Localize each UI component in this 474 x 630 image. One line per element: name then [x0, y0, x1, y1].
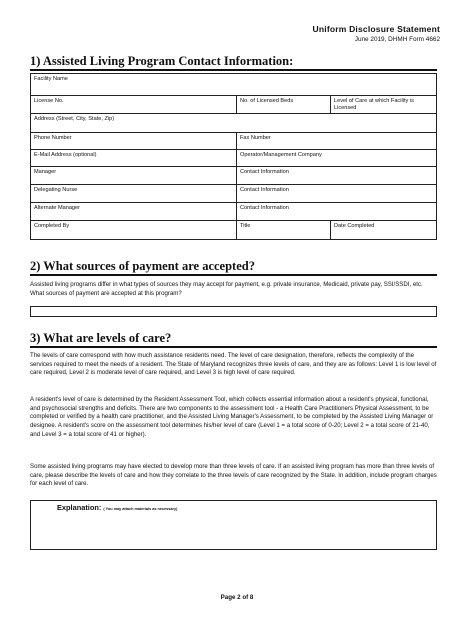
levels-of-care-paragraph-2: A resident's level of care is determined by the Resident Assessment Tool, which collects essential information about a resident's physical, functional, and psychosocial strengths and deficits. There are two components to the assessment tool - a Health Care Practitioners Physical Assessment, to be completed or verified by a health care practitioner, and the Assisted Living Manager's Assessment, to be completed by the Assisted Living Manager or designee. A resident's score on the assessment tool determines his/her level of care (Level 1 = a total score of 0-20; Level 2 = a total score of 21-40, and Level 3 = a total score of 41 or higher). [30, 396, 434, 438]
license-no-field[interactable]: License No. [31, 96, 237, 113]
address-field[interactable]: Address (Street, City, State, Zip) [34, 116, 115, 122]
delegating-nurse-field[interactable]: Delegating Nurse [31, 185, 237, 202]
payment-sources-paragraph: Assisted living programs differ in what types of sources they may accept for payment, e.g. private insurance, Medicaid, private pay, SSI/SSDI, etc. What sources of payment are accepted at this program? [30, 281, 423, 297]
operator-company-field[interactable]: Operator/Management Company [240, 152, 322, 158]
levels-of-care-paragraph-3: Some assisted living programs may have elected to develop more than three levels of care. If an assisted living program has more than three levels of care, please describe the levels of care and how they correlate to the three levels of care recognized by the State. In addition, include program charges for each level of care. [30, 463, 437, 488]
table-row [31, 96, 436, 114]
contact-info-table [30, 73, 437, 240]
table-row [31, 133, 436, 150]
alternate-manager-field[interactable]: Alternate Manager [31, 203, 237, 220]
table-row [31, 185, 436, 203]
manager-field[interactable]: Manager [31, 167, 237, 184]
completed-by-field[interactable]: Completed By [31, 221, 237, 239]
form-header-title: Uniform Disclosure Statement [312, 24, 440, 34]
date-completed-field[interactable]: Date Completed [334, 223, 375, 229]
licensed-level-of-care-field[interactable]: Level of Care at which Facility is Licensed [334, 98, 414, 112]
section1-heading: 1) Assisted Living Program Contact Information: [30, 54, 294, 68]
table-row [31, 167, 436, 185]
table-row [31, 203, 436, 221]
payment-sources-answer-box[interactable] [30, 306, 437, 317]
alternate-contact-field[interactable]: Contact Information [240, 205, 289, 211]
title-field[interactable]: Title [237, 221, 331, 239]
form-header-subtitle: June 2019, DHMH Form 4662 [354, 36, 440, 43]
section3-rule [30, 346, 437, 348]
manager-contact-field[interactable]: Contact Information [240, 169, 289, 175]
licensed-beds-field[interactable]: No. of Licensed Beds [237, 96, 331, 113]
explanation-box[interactable] [30, 500, 437, 550]
phone-number-field[interactable]: Phone Number [31, 133, 237, 149]
section2-rule [30, 274, 437, 276]
section1-rule [30, 69, 437, 71]
page-number: Page 2 of 8 [220, 594, 254, 601]
explanation-note: ( You may attach materials as necessary) [103, 507, 178, 511]
nurse-contact-field[interactable]: Contact Information [240, 187, 289, 193]
section2-heading: 2) What sources of payment are accepted? [30, 259, 255, 273]
email-field[interactable]: E-Mail Address (optional) [31, 150, 237, 166]
levels-of-care-paragraph-1: The levels of care correspond with how much assistance residents need. The level of care designation, therefore, reflects the complexity of the services required to meet the needs of a resident. The State of Maryland recognizes three levels of care, and they are as follows: Level 1 is low level of care required, Level 2 is moderate level of care required, and Level 3 is high level of care required. [30, 352, 437, 377]
facility-name-field[interactable]: Facility Name [34, 76, 68, 82]
table-row [31, 150, 436, 167]
fax-number-field[interactable]: Fax Number [240, 135, 271, 141]
table-row [31, 114, 436, 133]
explanation-label [57, 503, 177, 512]
section3-heading: 3) What are levels of care? [30, 331, 172, 345]
table-row [31, 74, 436, 96]
explanation-label-text: Explanation: [57, 503, 102, 512]
table-row [31, 221, 436, 239]
